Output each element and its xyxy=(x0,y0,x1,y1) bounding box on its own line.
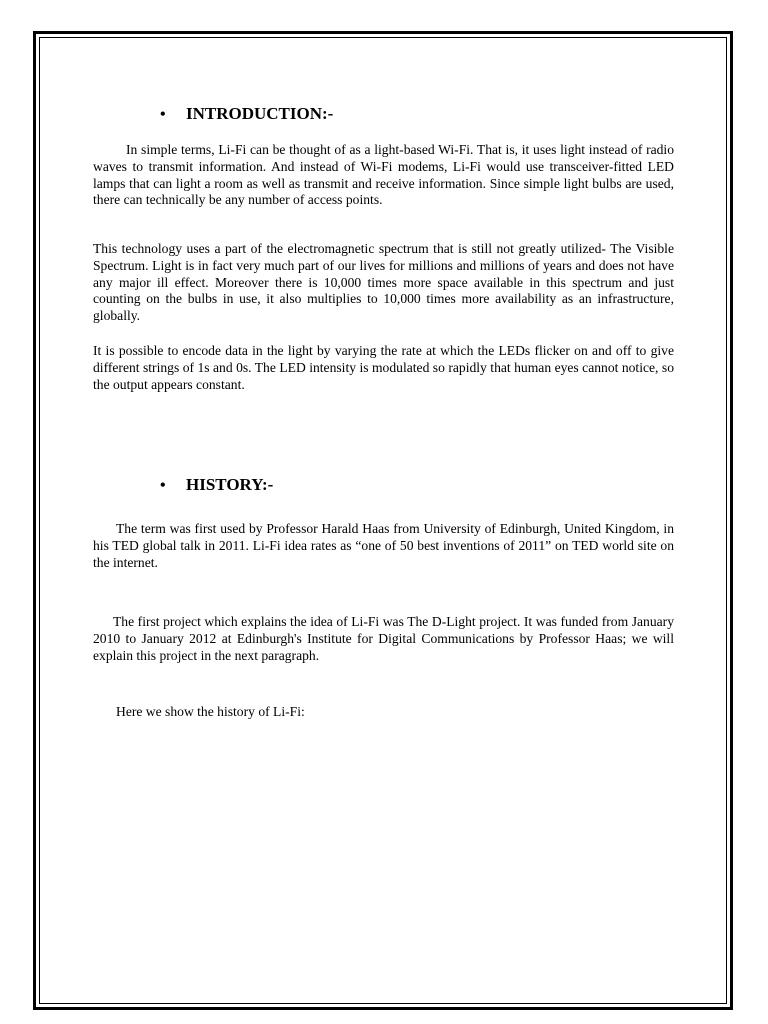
introduction-paragraph-3: It is possible to encode data in the light by varying the rate at which the LEDs flicker on and off to give different strings of 1s and 0s. The LED intensity is modulated so rapidly that human eyes cannot notice, so the output appears constant. xyxy=(93,343,674,392)
bullet-icon: • xyxy=(160,106,166,123)
history-heading-suffix: :- xyxy=(261,475,274,494)
history-paragraph-3: Here we show the history of Li-Fi: xyxy=(116,704,305,719)
introduction-heading-text: INTRODUCTION:- xyxy=(186,104,334,123)
bullet-icon: • xyxy=(160,477,166,494)
introduction-heading xyxy=(160,104,333,125)
introduction-paragraph-2: This technology uses a part of the electromagnetic spectrum that is still not greatly utilized- The Visible Spectrum. Light is in fact very much part of our lives for millions and millions of years and does not have any major ill effect. Moreover there is 10,000 times more space available in this spectrum and just counting on the bulbs in use, it also multiplies to 10,000 times more availability as an infrastructure, globally. xyxy=(93,241,674,324)
introduction-paragraph-1: In simple terms, Li-Fi can be thought of as a light-based Wi-Fi. That is, it uses light instead of radio waves to transmit information. And instead of Wi-Fi modems, Li-Fi would use transceiver-fitted LED lamps that can light a room as well as transmit and receive information. Since simple light bulbs are used, there can technically be any number of access points. xyxy=(93,142,674,208)
history-heading xyxy=(160,475,273,496)
history-heading-text: HISTORY xyxy=(186,475,262,494)
history-paragraph-2: The first project which explains the idea of Li-Fi was The D-Light project. It was funded from January 2010 to January 2012 at Edinburgh's Institute for Digital Communications by Professor Haas; we will explain this project in the next paragraph. xyxy=(93,614,674,663)
history-paragraph-1: The term was first used by Professor Harald Haas from University of Edinburgh, United Kingdom, in his TED global talk in 2011. Li-Fi idea rates as “one of 50 best inventions of 2011” on TED world site on the internet. xyxy=(93,521,674,570)
